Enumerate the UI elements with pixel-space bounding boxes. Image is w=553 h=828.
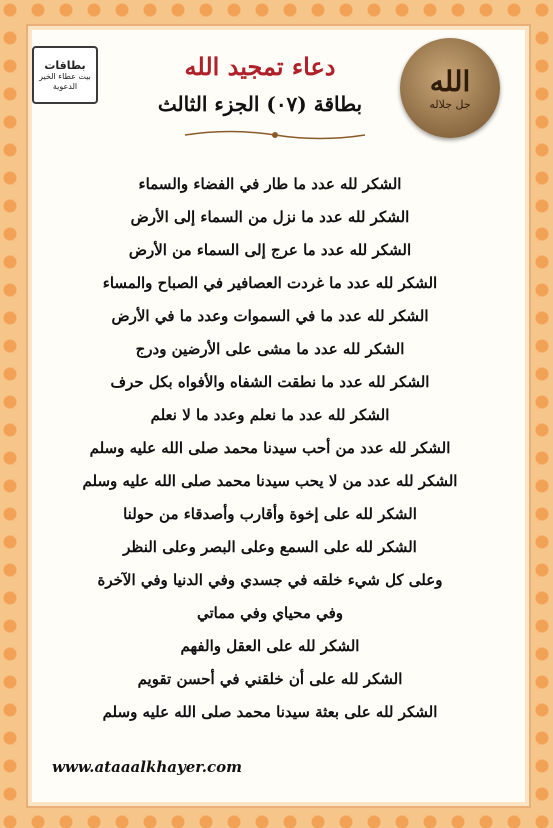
- logo-line-1: بطاقات: [44, 58, 86, 72]
- page-title: دعاء تمجيد الله: [184, 52, 336, 81]
- publisher-logo: [32, 46, 98, 104]
- supplication-text: [60, 168, 480, 729]
- text-line: الشكر لله عدد ما نطقت الشفاه والأفواه بكل حرف: [110, 373, 430, 391]
- logo-line-2: بيت عطاء الخير: [39, 71, 91, 81]
- text-line: الشكر لله عدد ما مشى على الأرضين ودرج: [135, 340, 405, 358]
- text-line: الشكر لله على العقل والفهم: [180, 637, 360, 655]
- seal-caption: جل جلاله: [429, 98, 471, 111]
- text-line: الشكر لله على إخوة وأقارب وأصدقاء من حولنا: [123, 505, 417, 523]
- text-line: الشكر لله عدد ما غردت العصافير في الصباح والمساء: [102, 274, 438, 292]
- allah-seal-icon: [400, 38, 500, 138]
- card-subtitle: بطاقة (٠٧) الجزء الثالث: [157, 92, 363, 116]
- ornament-divider-icon: [180, 128, 370, 142]
- logo-line-3: الدعوية: [52, 81, 78, 91]
- text-line: الشكر لله عدد ما طار في الفضاء والسماء: [138, 175, 402, 193]
- text-line: الشكر لله على السمع وعلى البصر وعلى النظر: [123, 538, 417, 556]
- text-line: الشكر لله على أن خلقني في أحسن تقويم: [137, 670, 403, 688]
- text-line: الشكر لله عدد ما عرج إلى السماء من الأرض: [128, 241, 412, 259]
- text-line: الشكر لله عدد ما نزل من السماء إلى الأرض: [130, 208, 410, 226]
- seal-word: الله: [429, 65, 471, 98]
- text-line: الشكر لله على بعثة سيدنا محمد صلى الله عليه وسلم: [102, 703, 438, 721]
- text-line: الشكر لله عدد ما نعلم وعدد ما لا نعلم: [150, 406, 390, 424]
- text-line: الشكر لله عدد ما في السموات وعدد ما في الأرض: [111, 307, 429, 325]
- website-link[interactable]: www.ataaalkhayer.com: [52, 758, 242, 776]
- text-line: وعلى كل شيء خلقه في جسدي وفي الدنيا وفي الآخرة: [97, 571, 443, 589]
- text-line: الشكر لله عدد من أحب سيدنا محمد صلى الله عليه وسلم: [89, 439, 451, 457]
- text-line: الشكر لله عدد من لا يحب سيدنا محمد صلى الله عليه وسلم: [82, 472, 458, 490]
- text-line: وفي محياي وفي مماتي: [196, 604, 343, 622]
